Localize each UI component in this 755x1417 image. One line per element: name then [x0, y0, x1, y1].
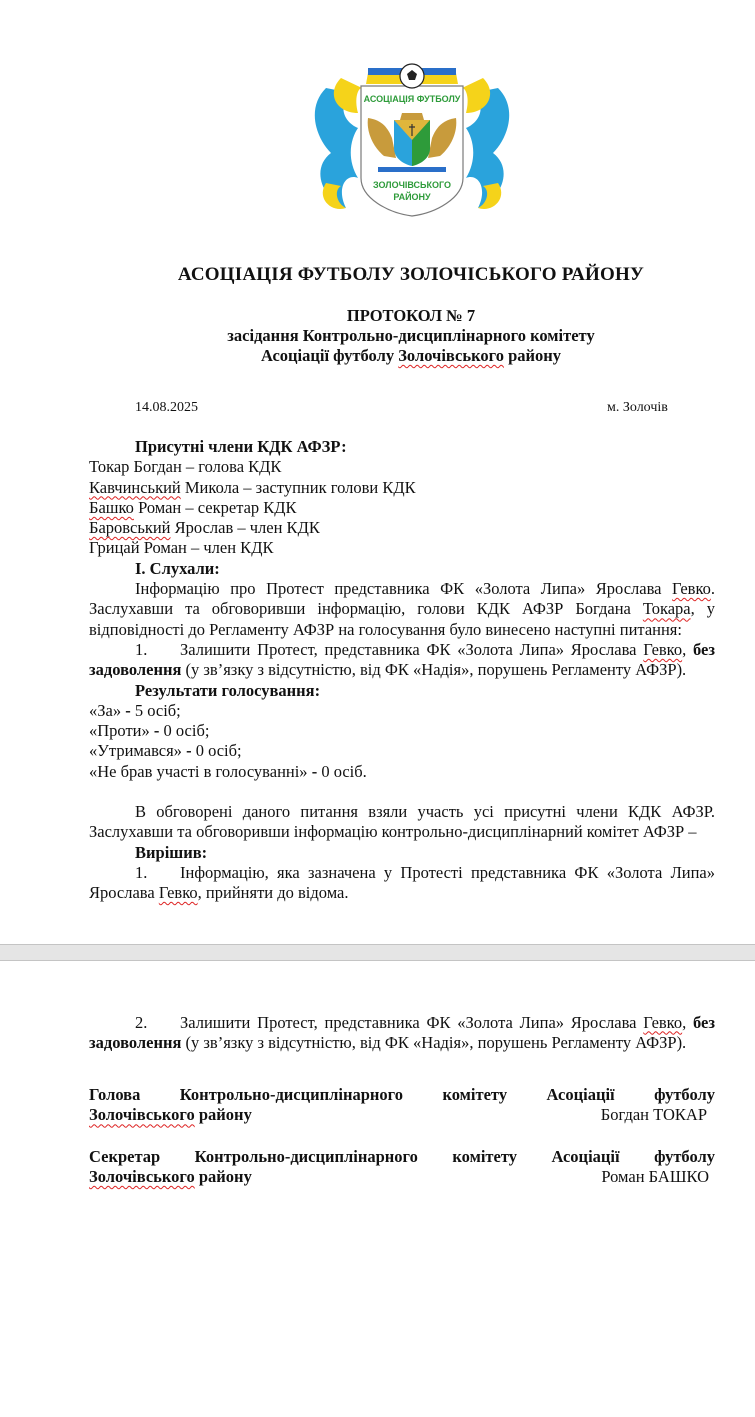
decided-item-2: 2. Залишити Протест, представника ФК «Золота Липа» Ярослава Гевко, без задоволення (у зв’язку з відсутністю, від ФК «Надія», порушень Регламенту АФЗР). [89, 1012, 716, 1052]
decided-item-1: 1. Інформацію, яка зазначена у Протесті представника ФК «Золота Липа» Ярослава Гевко, прийняти до відома. [89, 862, 715, 903]
heard-heading: І. Слухали: [135, 558, 220, 578]
left-ornament-icon [315, 78, 362, 209]
signature-secretary: Секретар Контрольно-дисциплінарного комітету Асоціації футболу Золочівського району Роман БАШКО [89, 1146, 715, 1187]
vote-row: «Проти» - 0 осіб; [89, 721, 210, 741]
logo-bottom-text-1: ЗОЛОЧІВСЬКОГО [372, 180, 452, 190]
vote-row: «За» - 5 осіб; [89, 700, 181, 720]
member-item: Кавчинський Микола – заступник голови КДК [89, 477, 416, 497]
protocol-subtitle-1: засідання Контрольно-дисциплінарного комітету [227, 326, 595, 345]
member-item: Баровський Ярослав – член КДК [89, 518, 320, 538]
document-page-2 [0, 961, 755, 1228]
heard-item-1: 1. Залишити Протест, представника ФК «Золота Липа» Ярослава Гевко, без задоволення (у зв’язку з відсутністю, від ФК «Надія», порушень Регламенту АФЗР). [89, 639, 716, 680]
association-logo [306, 58, 518, 220]
member-item: Башко Роман – секретар КДК [89, 497, 297, 517]
logo-bottom-text-2: РАЙОНУ [393, 192, 431, 202]
protocol-subtitle-2: Асоціації футболу Золочівського району [260, 346, 562, 365]
protocol-place: м. Золочів [607, 400, 668, 415]
present-members-section [89, 437, 715, 904]
protocol-meta [0, 398, 755, 418]
page-break [0, 944, 755, 961]
vote-row: «Не брав участі в голосуванні» - 0 осіб. [89, 761, 367, 781]
signatory-name: Роман БАШКО [601, 1167, 709, 1187]
discussion-paragraph: В обговорені даного питання взяли участь усі присутні члени КДК АФЗР. Заслухавши та обговоривши інформацію контрольно-дисциплінарний комітет АФЗР – [89, 802, 715, 842]
logo-top-text: АСОЦІАЦІЯ ФУТБОЛУ [363, 94, 461, 104]
protocol-number: ПРОТОКОЛ № 7 [346, 306, 476, 325]
vote-row: «Утримався» - 0 осіб; [89, 741, 242, 761]
right-ornament-icon [462, 78, 509, 209]
member-item: Токар Богдан – голова КДК [89, 457, 282, 477]
present-heading: Присутні члени КДК АФЗР: [135, 437, 347, 456]
heard-paragraph: Інформацію про Протест представника ФК «Золота Липа» Ярослава Гевко. Заслухавши та обговоривши інформацію, голови КДК АФЗР Богдана Токара, у відповідності до Регламенту АФЗР на голосування було винесено наступні питання: [89, 579, 716, 639]
signatory-name: Богдан ТОКАР [600, 1105, 707, 1125]
organization-title: АСОЦІАЦІЯ ФУТБОЛУ ЗОЛОЧІСЬКОГО РАЙОНУ [177, 264, 645, 285]
protocol-date: 14.08.2025 [135, 400, 198, 415]
decided-heading: Вирішив: [135, 842, 208, 862]
voting-heading: Результати голосування: [135, 680, 321, 700]
signature-chairman: Голова Контрольно-дисциплінарного комітету Асоціації футболу Золочівського району Богдан ТОКАР [89, 1085, 715, 1125]
football-icon [400, 64, 424, 88]
member-item: Грицай Роман – член КДК [89, 538, 274, 558]
